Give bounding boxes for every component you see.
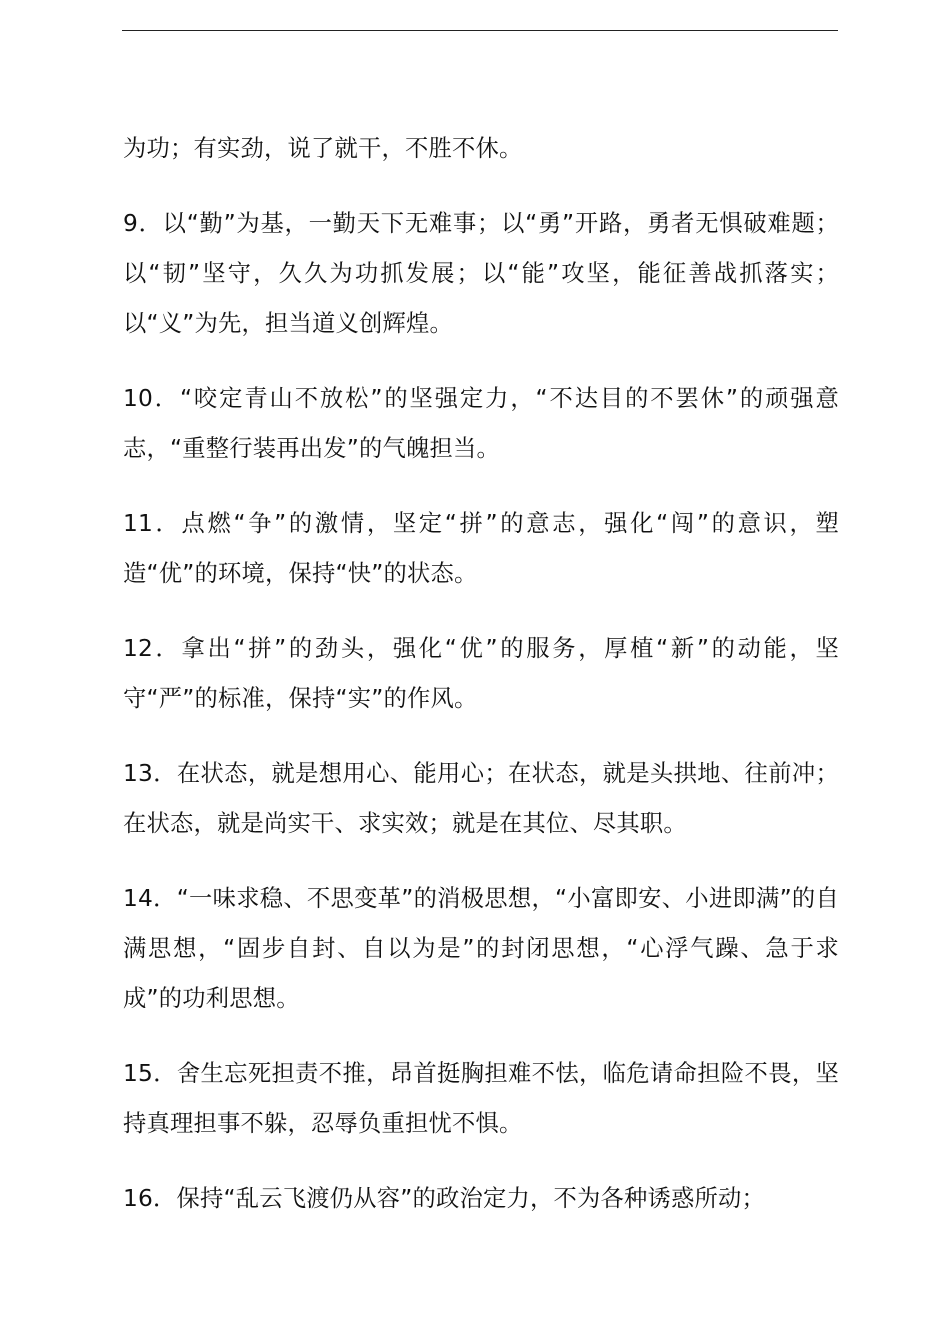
paragraph-item-10: 10．“咬定青山不放松”的坚强定力，“不达目的不罢休”的顽强意志，“重整行装再出发”的气魄担当。 (123, 385, 839, 462)
paragraph-item-16: 16．保持“乱云飞渡仍从容”的政治定力，不为各种诱惑所动； (123, 1185, 766, 1212)
paragraph-item-13: 13．在状态，就是想用心、能用心；在状态，就是头拱地、往前冲；在状态，就是尚实干、求实效；就是在其位、尽其职。 (123, 760, 839, 837)
paragraph-item-15: 15．舍生忘死担责不推，昂首挺胸担难不怯，临危请命担险不畏，坚持真理担事不躲，忍辱负重担忧不惧。 (123, 1060, 839, 1137)
paragraph-continuation: 为功；有实劲，说了就干，不胜不休。 (123, 135, 523, 162)
paragraph-item-14: 14．“一味求稳、不思变革”的消极思想，“小富即安、小进即满”的自满思想，“固步自封、自以为是”的封闭思想，“心浮气躁、急于求成”的功利思想。 (123, 885, 839, 1012)
paragraph-item-11: 11．点燃“争”的激情，坚定“拼”的意志，强化“闯”的意识，塑造“优”的环境，保持“快”的状态。 (123, 510, 839, 587)
paragraph-item-9: 9．以“勤”为基，一勤天下无难事；以“勇”开路，勇者无惧破难题；以“韧”坚守，久久为功抓发展；以“能”攻坚，能征善战抓落实；以“义”为先，担当道义创辉煌。 (123, 210, 839, 337)
document-body (123, 124, 839, 1249)
paragraph-item-12: 12．拿出“拼”的劲头，强化“优”的服务，厚植“新”的动能，坚守“严”的标准，保持“实”的作风。 (123, 635, 839, 712)
header-rule (122, 30, 838, 31)
